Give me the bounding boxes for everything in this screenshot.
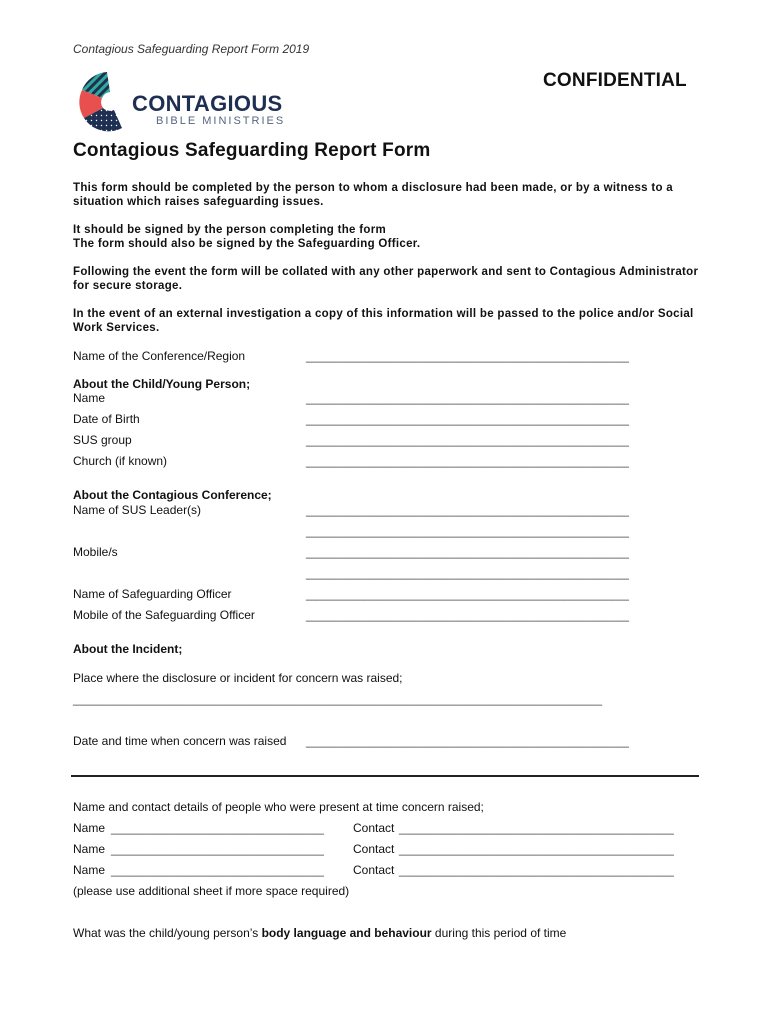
incident-datetime-label: Date and time when concern was raised [73,734,287,748]
conference-region-label: Name of the Conference/Region [73,349,246,363]
present-contact-label-1: Contact [353,821,395,835]
additional-sheet-note: (please use additional sheet if more space required) [73,884,350,898]
incident-place-field[interactable]: _____________________________________________________________________________ [73,692,603,706]
child-dob-field[interactable]: _______________________________________________ [306,412,630,426]
present-name-field-2[interactable]: _______________________________ [111,842,325,856]
child-name-label: Name [73,391,106,405]
confidential-label: CONFIDENTIAL [543,70,687,91]
conference-region-field[interactable]: _______________________________________________ [306,349,630,363]
intro-paragraph-3: The form should also be signed by the Safeguarding Officer. [73,238,421,250]
sus-leader-field-1[interactable]: _______________________________________________ [306,503,630,517]
section-divider [71,775,699,777]
child-sus-group-label: SUS group [73,433,132,447]
mobiles-field-1[interactable]: _______________________________________________ [306,545,630,559]
child-sus-group-field[interactable]: _______________________________________________ [306,433,630,447]
child-name-field[interactable]: _______________________________________________ [306,391,630,405]
child-church-field[interactable]: _______________________________________________ [306,454,630,468]
body-language-prompt-end: during this period of time [431,926,567,940]
logo-subtitle: BIBLE MINISTRIES [156,115,286,127]
safeguarding-officer-field[interactable]: _______________________________________________ [306,587,630,601]
officer-mobile-field[interactable]: _______________________________________________ [306,608,630,622]
mobiles-field-2[interactable]: _______________________________________________ [306,566,630,580]
incident-section-heading: About the Incident; [73,642,183,656]
present-name-field-1[interactable]: _______________________________ [111,821,325,835]
present-intro: Name and contact details of people who were present at time concern raised; [73,800,484,814]
present-contact-label-2: Contact [353,842,395,856]
present-contact-field-3[interactable]: ________________________________________ [399,863,674,877]
intro-paragraph-1: This form should be completed by the person to whom a disclosure had been made, or by a witness to a situation which raises safeguarding issues. [73,182,673,208]
conference-section-heading: About the Contagious Conference; [73,488,272,502]
running-header: Contagious Safeguarding Report Form 2019 [73,42,310,56]
safeguarding-officer-label: Name of Safeguarding Officer [73,587,232,601]
child-section-heading: About the Child/Young Person; [73,377,251,391]
present-name-label-1: Name [73,821,106,835]
intro-paragraph-5: In the event of an external investigation a copy of this information will be passed to the police and/or Social Work Services. [73,308,694,334]
sus-leader-field-2[interactable]: _______________________________________________ [306,524,630,538]
incident-place-label: Place where the disclosure or incident for concern was raised; [73,671,403,685]
sus-leader-label: Name of SUS Leader(s) [73,503,202,517]
present-name-field-3[interactable]: _______________________________ [111,863,325,877]
present-name-label-3: Name [73,863,106,877]
logo-wordmark: CONTAGIOUS [132,91,283,116]
child-dob-label: Date of Birth [73,412,140,426]
body-language-emphasis: body language and behaviour [261,926,432,940]
intro-paragraph-4: Following the event the form will be collated with any other paperwork and sent to Contagious Administrator for secure storage. [73,266,699,292]
present-name-label-2: Name [73,842,106,856]
intro-paragraph-2: It should be signed by the person completing the form [73,224,387,236]
incident-datetime-field[interactable]: _______________________________________________ [306,734,630,748]
present-contact-field-1[interactable]: ________________________________________ [399,821,674,835]
body-language-prompt [73,926,566,940]
present-contact-field-2[interactable]: ________________________________________ [399,842,674,856]
mobiles-label: Mobile/s [73,545,118,559]
body-language-prompt-start: What was the child/young person’s [73,926,262,940]
child-church-label: Church (if known) [73,454,168,468]
present-contact-label-3: Contact [353,863,395,877]
logo-c-mark-icon [74,68,138,134]
form-title: Contagious Safeguarding Report Form [73,140,431,161]
officer-mobile-label: Mobile of the Safeguarding Officer [73,608,255,622]
contagious-logo [74,68,304,134]
